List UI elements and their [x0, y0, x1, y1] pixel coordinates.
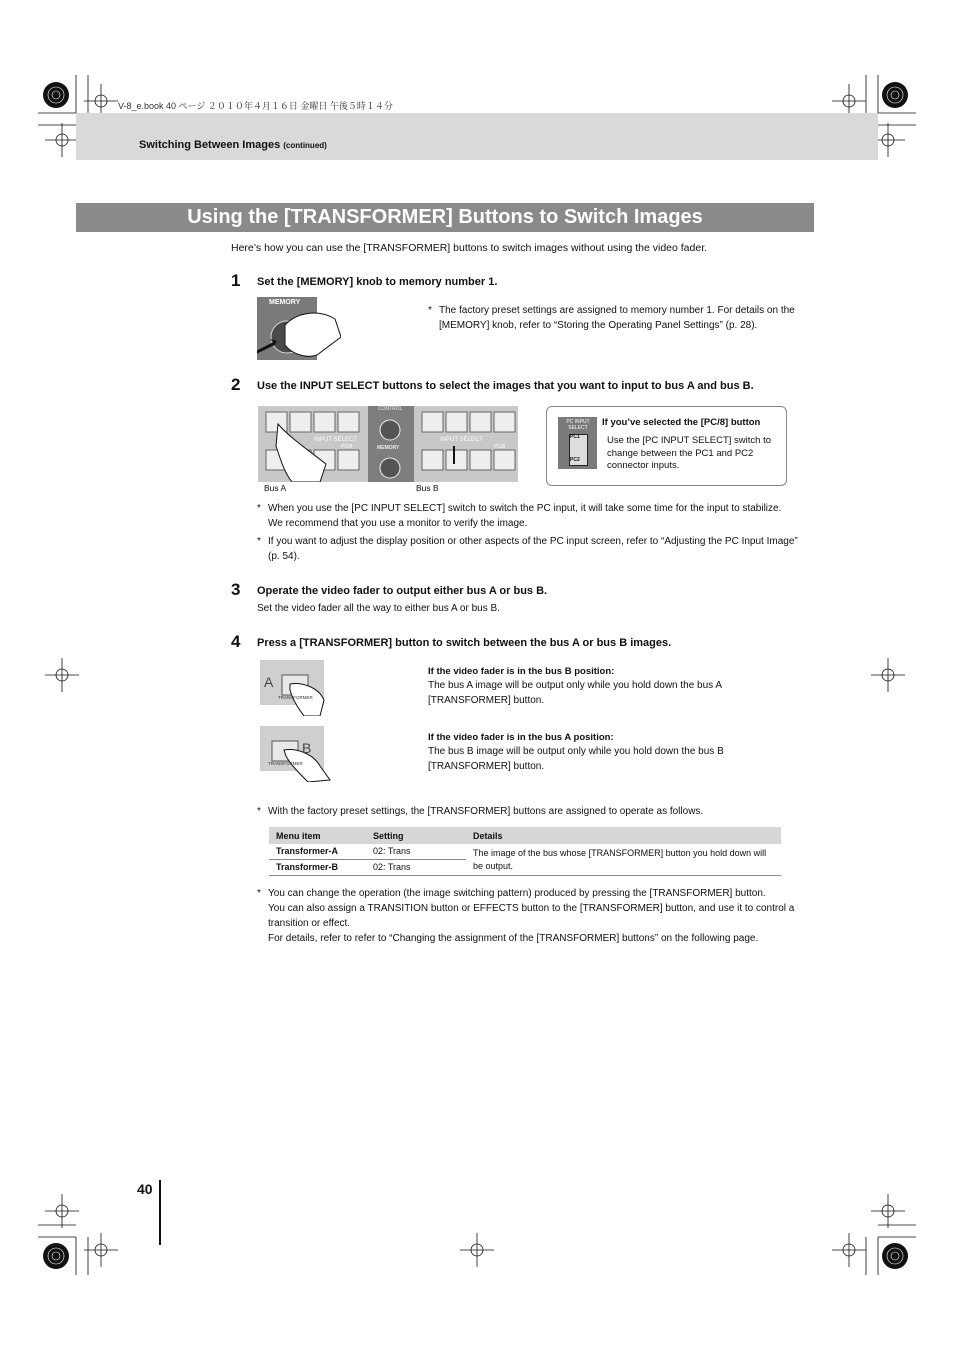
step-4-title: Press a [TRANSFORMER] button to switch between the bus A or bus B images. [257, 637, 672, 649]
panel-pc8-b: PC/8 [494, 444, 506, 450]
case-a-text: The bus A image will be output only while you hold down the bus A [TRANSFORMER] button. [428, 680, 722, 706]
page-title: Using the [TRANSFORMER] Buttons to Switch Images [76, 203, 814, 232]
panel-input-select-a: INPUT SELECT [314, 437, 357, 443]
table-row [269, 844, 781, 859]
final-note-line: You can change the operation (the image switching pattern) produced by pressing the [TRANSFORMER] button. [268, 888, 766, 899]
panel-button [314, 412, 335, 432]
table-cell-setting: 02: Trans [366, 859, 466, 875]
step-2-number: 2 [231, 375, 241, 394]
panel-button [446, 412, 467, 432]
final-note-line: For details, refer to refer to “Changing the assignment of the [TRANSFORMER] buttons” on the following page. [268, 933, 759, 944]
case-b-text: The bus B image will be output only while you hold down the bus B [TRANSFORMER] button. [428, 746, 724, 772]
intro-text: Here’s how you can use the [TRANSFORMER] buttons to switch images without using the video fader. [231, 242, 708, 254]
table-cell-details: The image of the bus whose [TRANSFORMER] button you hold down will be output. [466, 844, 781, 876]
panel-button [446, 450, 467, 470]
step-3-title: Operate the video fader to output either bus A or bus B. [257, 585, 548, 597]
panel-input-select-b: INPUT SELECT [440, 437, 483, 443]
panel-button [422, 450, 443, 470]
bus-b-label: Bus B [416, 483, 439, 493]
panel-button [290, 412, 311, 432]
pc2-label: PC2 [570, 457, 580, 463]
input-select-panel-illustration [258, 406, 518, 482]
page-number-rule [159, 1180, 161, 1245]
table-header-row [269, 827, 781, 844]
case-a-heading: If the video fader is in the bus B position: [428, 666, 615, 677]
memory-knob-illustration [257, 297, 341, 360]
pc-input-select-box [546, 406, 787, 486]
transformer-b-illustration [260, 726, 324, 771]
panel-button [266, 412, 287, 432]
memory-knob-label: MEMORY [269, 299, 301, 306]
panel-pc8-a: PC/8 [341, 444, 353, 450]
header-band [76, 113, 878, 160]
transformer-a-illustration [260, 660, 324, 705]
memory-knob-icon [257, 297, 341, 360]
transformer-a-letter: A [264, 674, 274, 690]
table-header: Details [466, 827, 781, 844]
section-title: Switching Between Images [139, 139, 281, 151]
panel-button [494, 412, 515, 432]
step-2-note-1: * When you use the [PC INPUT SELECT] switch to switch the PC input, it will take some time for the input to stabilize. We recommend that you use a monitor to verify the image. [257, 503, 782, 529]
table-cell-item: Transformer-B [269, 859, 366, 875]
pc-input-switch-illustration [558, 417, 597, 469]
pc-box-text: Use the [PC INPUT SELECT] switch to change between the PC1 and PC2 connector inputs. [607, 435, 772, 471]
panel-button [470, 450, 491, 470]
pc1-label: PC1 [570, 434, 580, 440]
step-1-number: 1 [231, 271, 241, 290]
step-3-body: Set the video fader all the way to either bus A or bus B. [257, 603, 500, 614]
step-3-number: 3 [231, 580, 241, 599]
transformer-settings-table [269, 827, 781, 876]
pc-switch-label: PC INPUT SELECT [566, 419, 590, 431]
final-note-line: You can also assign a TRANSITION button or EFFECTS button to the [TRANSFORMER] button, and use it to control a transition or effect. [268, 903, 795, 929]
panel-button [494, 450, 515, 470]
section-header [139, 139, 327, 151]
step-4-number: 4 [231, 632, 241, 651]
page-number: 40 [137, 1181, 153, 1197]
step-1-title: Set the [MEMORY] knob to memory number 1. [257, 276, 498, 288]
transformer-a-label: TRANSFORMER [278, 695, 313, 700]
panel-control: CONTROL [378, 406, 403, 412]
final-note: * You can change the operation (the image switching pattern) produced by pressing the [TRANSFORMER] button. You can also assign a TRANSITION button or EFFECTS button to the [TRANSFORMER] button, and use it to control a transition or effect. For details, refer to refer to “Changing the assignment of the [TRANSFORMER] buttons” on the following page. [268, 886, 798, 946]
section-suffix: (continued) [283, 141, 327, 150]
preset-note: * With the factory preset settings, the [TRANSFORMER] buttons are assigned to operate as follows. [257, 806, 704, 817]
table-cell-setting: 02: Trans [366, 844, 466, 859]
transformer-b-icon [260, 726, 332, 782]
step-1-note: * The factory preset settings are assigned to memory number 1. For details on the [MEMORY] knob, refer to “Storing the Operating Panel Settings” (p. 28). [428, 305, 795, 331]
panel-button [470, 412, 491, 432]
panel-button [422, 412, 443, 432]
panel-button [338, 450, 359, 470]
input-select-panel-icon [258, 406, 518, 482]
pc-box-title: If you’ve selected the [PC/8] button [602, 417, 761, 428]
table-cell-item: Transformer-A [269, 844, 366, 859]
transformer-b-label: TRANSFORMER [268, 761, 303, 766]
transformer-b-letter: B [302, 740, 312, 756]
table-header: Menu item [269, 827, 366, 844]
bus-a-label: Bus A [264, 483, 287, 493]
table-header: Setting [366, 827, 466, 844]
panel-button [338, 412, 359, 432]
panel-memory: MEMORY [377, 445, 400, 451]
step-2-note-2: * If you want to adjust the display position or other aspects of the PC input screen, refer to “Adjusting the PC Input Image” (p. 54). [257, 536, 798, 562]
step-2-title: Use the INPUT SELECT buttons to select the images that you want to input to bus A and bus B. [257, 380, 754, 392]
file-line: V-8_e.book 40 ページ ２０１０年４月１６日 金曜日 午後５時１４分 [118, 101, 393, 111]
case-b-heading: If the video fader is in the bus A position: [428, 732, 614, 743]
